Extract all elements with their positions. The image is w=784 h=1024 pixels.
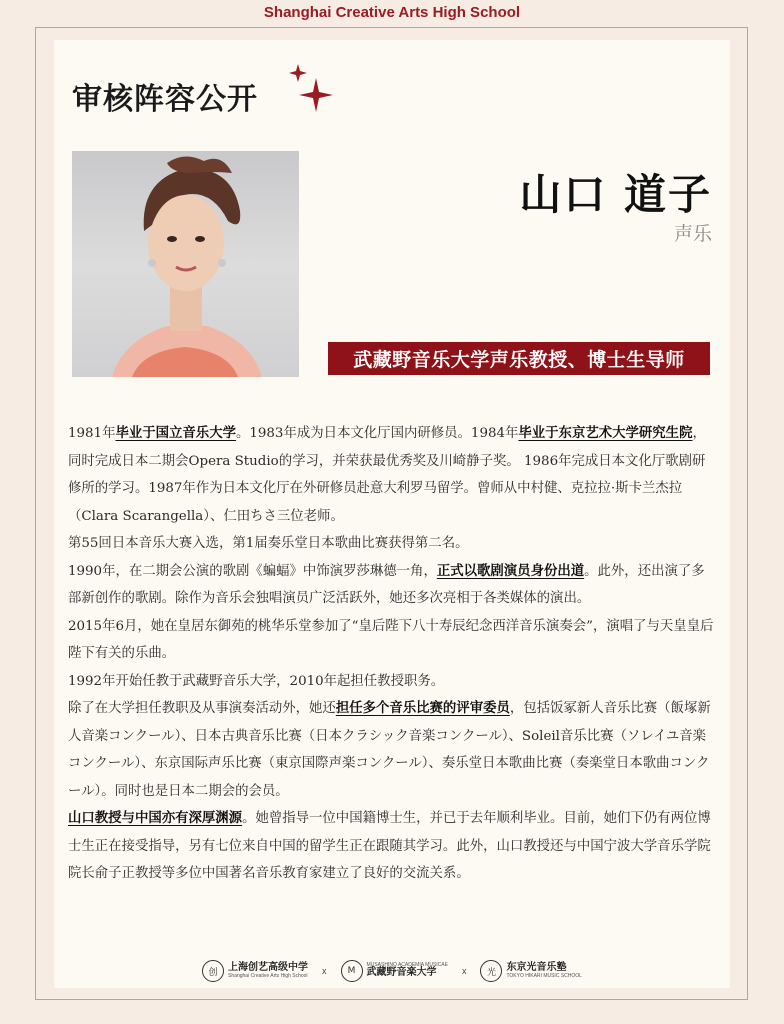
bio-text: 1992年开始任教于武藏野音乐大学，2010年起担任教授职务。 (68, 673, 445, 689)
bio-highlight: 担任多个音乐比赛的评审委员 (335, 700, 510, 716)
position-banner: 武藏野音乐大学声乐教授、博士生导师 (328, 342, 710, 375)
bio-text: 。1983年成为日本文化厅国内研修员。1984年 (235, 426, 519, 441)
bio-text: 除了在大学担任教职及从事演奏活动外，她还 (68, 701, 336, 716)
logo-name: 东京光音乐塾 (506, 962, 567, 974)
musashino-emblem-icon: M (341, 960, 363, 982)
bio-text: 。她曾指导一位中国籍博士生，并已于去年顺利毕业。目前，她们下仍有两位博士生正在接受指导，另有七位来自中国的留学生正在跟随其学习。此外，山口教授还与中国宁波大学音乐学院院长俞子正教授等多位中国著名音乐教育家建立了良好的交流关系。 (68, 811, 711, 881)
biography (68, 420, 718, 888)
bio-highlight: 毕业于东京艺术大学研究生院 (518, 425, 693, 441)
bio-text: 1990年，在二期会公演的歌剧《蝙蝠》中饰演罗莎琳德一角， (68, 563, 437, 579)
person-name: 山口 道子 (519, 170, 712, 219)
school-name-header: Shanghai Creative Arts High School (263, 4, 521, 21)
musashino-logo (341, 960, 448, 982)
bio-text: 1981年 (68, 426, 116, 441)
bio-text: 2015年6月，她在皇居东御苑的桃华乐堂参加了“皇后陛下八十寿辰纪念西洋音乐演奏会”，演唱了与天皇皇后陛下有关的乐曲。 (68, 618, 714, 661)
logo-name: 武藏野音楽大学 (366, 967, 437, 979)
sparkle-icon (288, 62, 334, 114)
logo-subtitle: MUSASHINO ACADEMIA MUSICAE (366, 962, 448, 969)
logo-subtitle: Shanghai Creative Arts High School (228, 972, 308, 979)
shanghai-creative-logo (202, 960, 308, 982)
portrait-photo (72, 151, 299, 377)
logo-name: 上海创艺高级中学 (228, 962, 309, 974)
bio-paragraph (68, 805, 718, 888)
bio-paragraph (68, 420, 718, 530)
tokyo-hikari-logo (480, 960, 581, 982)
school-emblem-icon: 创 (202, 960, 224, 982)
bio-paragraph (68, 558, 718, 613)
specialty-label: 声乐 (673, 223, 712, 245)
bio-text: ，包括饭冢新人音乐比赛（飯塚新人音楽コンクール）、日本古典音乐比赛（日本クラシック音楽コンクール）、Soleil音乐比赛（ソレイユ音楽コンクール）、东京国际声乐比赛（東京国際声楽コンクール）、奏乐堂日本歌曲比赛（奏楽堂日本歌曲コンクール）。同时也是日本二期会的会员。 (68, 701, 711, 799)
bio-highlight: 山口教授与中国亦有深厚渊源 (68, 810, 243, 826)
logo-separator: x (461, 966, 467, 976)
logo-separator: x (322, 966, 327, 976)
footer-logos (0, 958, 784, 984)
bio-paragraph (68, 695, 718, 805)
bio-highlight: 毕业于国立音乐大学 (115, 425, 236, 441)
bio-text: 第55回日本音乐大赛入选，第1届奏乐堂日本歌曲比赛获得第二名。 (68, 536, 469, 551)
bio-paragraph (68, 613, 718, 668)
hikari-emblem-icon: 光 (480, 960, 502, 982)
logo-subtitle: TOKYO HIKARI MUSIC SCHOOL (506, 972, 582, 979)
bio-text: 。此外，还出演了多部新创作的歌剧。除作为音乐会独唱演员广泛活跃外，她还多次亮相于各类媒体的演出。 (68, 563, 705, 606)
bio-text: ，同时完成日本二期会Opera Studio的学习，并荣获最优秀奖及川崎静子奖。 1986年完成日本文化厅歌剧研修所的学习。1987年作为日本文化厅在外研修员赴意大利罗马留学。曾师从中村健、克拉拉·斯卡兰杰拉（Clara Scarangella）、仁田ちさ三位老师。 (68, 426, 706, 524)
section-title: 审核阵容公开 (72, 82, 258, 117)
bio-paragraph (68, 668, 718, 696)
bio-highlight: 正式以歌剧演员身份出道 (436, 562, 585, 579)
bio-paragraph (68, 530, 718, 558)
